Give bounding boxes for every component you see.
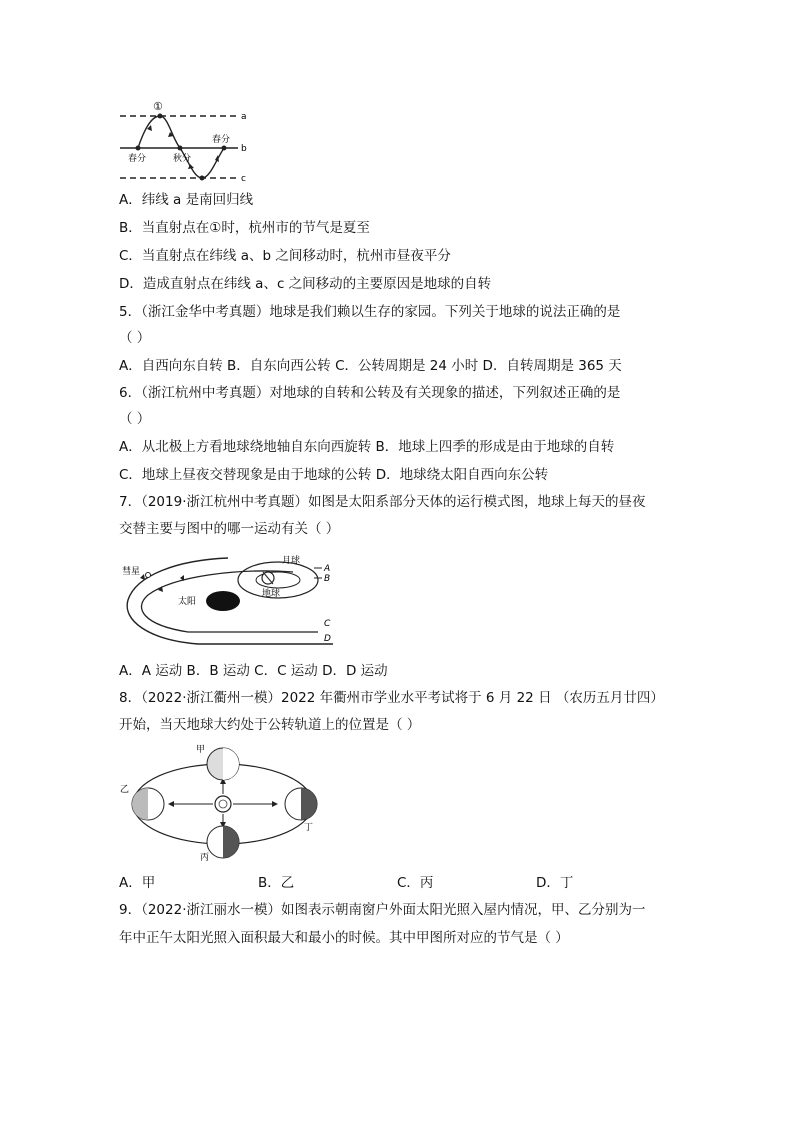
q4-option-c: C．当直射点在纬线 a、b 之间移动时，杭州市昼夜平分 — [119, 248, 451, 264]
position-ding-label: 丁 — [304, 823, 314, 833]
earth-label: 地球 — [262, 589, 281, 599]
line-b-label: b — [241, 144, 247, 154]
motion-d-label: D — [324, 634, 331, 644]
q5-stem: 5．（浙江金华中考真题）地球是我们赖以生存的家园。下列关于地球的说法正确的是 — [119, 304, 621, 320]
motion-b-label: B — [324, 574, 331, 584]
q6-answer-blank: （ ） — [119, 411, 151, 427]
motion-c-label: C — [324, 619, 331, 629]
spring-equinox-label: 春分 — [128, 154, 147, 164]
solar-system-model-figure — [118, 550, 338, 650]
q8-option-d: D．丁 — [536, 875, 574, 891]
q8-option-b: B．乙 — [258, 875, 295, 891]
position-jia-label: 甲 — [196, 745, 206, 755]
position-bing-label: 丙 — [200, 853, 210, 863]
earth-orbit-figure — [118, 742, 333, 864]
autumn-equinox-label: 秋分 — [173, 154, 192, 164]
q9-stem-line-1: 9．（2022·浙江丽水一模）如图表示朝南窗户外面太阳光照入屋内情况，甲、乙分别为一 — [119, 902, 646, 918]
line-a-label: a — [241, 112, 247, 122]
q6-options-row-1: A．从北极上方看地球绕地轴自东向西旋转 B．地球上四季的形成是由于地球的自转 — [119, 439, 615, 455]
q6-stem: 6．（浙江杭州中考真题）对地球的自转和公转及有关现象的描述，下列叙述正确的是 — [119, 385, 621, 401]
q9-stem-line-2: 年中正午太阳光照入面积最大和最小的时候。其中甲图所对应的节气是（ ） — [119, 930, 569, 946]
q5-answer-blank: （ ） — [119, 330, 151, 346]
q8-stem-line-2: 开始，当天地球大约处于公转轨道上的位置是（ ） — [119, 717, 421, 733]
q5-options: A．自西向东自转 B．自东向西公转 C．公转周期是 24 小时 D．自转周期是 365 天 — [119, 358, 622, 374]
line-c-label: c — [241, 174, 246, 183]
spring-equinox-label-2: 春分 — [212, 135, 231, 145]
position-yi-label: 乙 — [120, 785, 130, 795]
q7-stem-line-1: 7．（2019·浙江杭州中考真题）如图是太阳系部分天体的运行模式图，地球上每天的昼夜 — [119, 494, 646, 510]
q4-option-a: A．纬线 a 是南回归线 — [119, 192, 254, 208]
moon-label: 月球 — [282, 556, 301, 566]
motion-a-label: A — [324, 564, 331, 574]
q6-options-row-2: C．地球上昼夜交替现象是由于地球的公转 D．地球绕太阳自西向东公转 — [119, 467, 549, 483]
sun-label: 太阳 — [178, 597, 197, 607]
sun-migration-figure — [118, 98, 268, 183]
q7-stem-line-2: 交替主要与图中的哪一运动有关（ ） — [119, 521, 340, 537]
comet-label: 彗星 — [122, 567, 141, 577]
q8-stem-line-1: 8．（2022·浙江衢州一模）2022 年衢州市学业水平考试将于 6 月 22 日 （农历五月廿四） — [119, 690, 664, 706]
q8-option-c: C．丙 — [397, 875, 434, 891]
q7-options: A．A 运动 B．B 运动 C．C 运动 D．D 运动 — [119, 663, 388, 679]
q8-option-a: A．甲 — [119, 875, 156, 891]
q4-option-d: D．造成直射点在纬线 a、c 之间移动的主要原因是地球的自转 — [119, 276, 492, 292]
point-1-label: ① — [153, 100, 163, 113]
q4-option-b: B．当直射点在①时，杭州市的节气是夏至 — [119, 220, 370, 236]
